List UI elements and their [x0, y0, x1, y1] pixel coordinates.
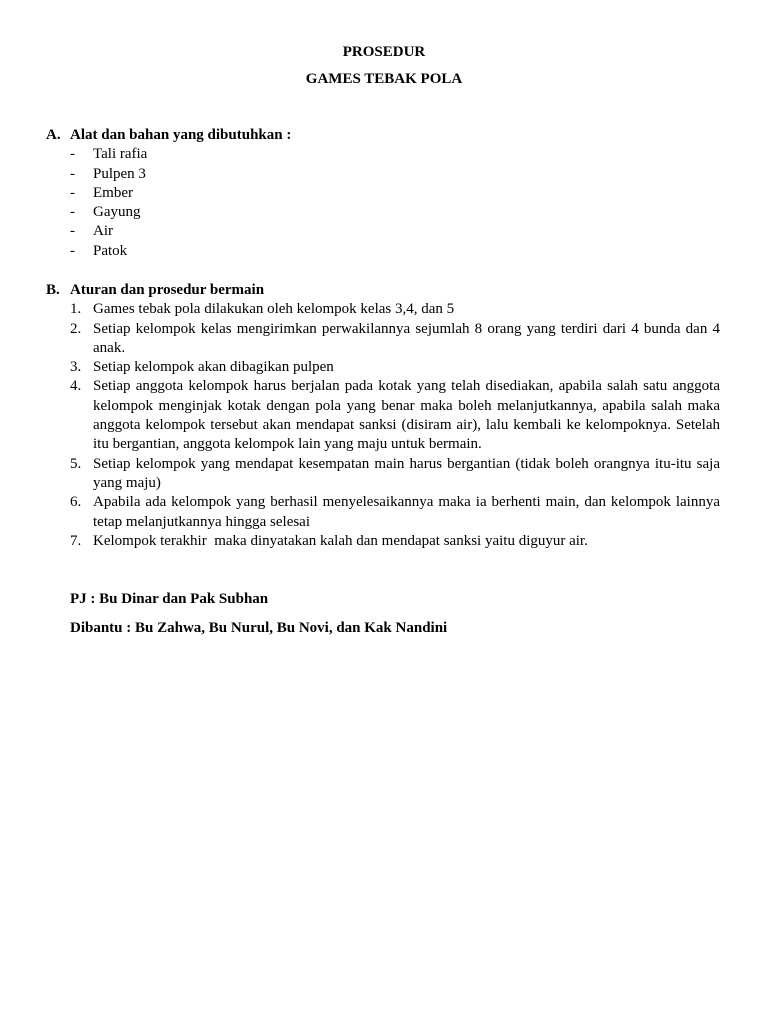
section-b-letter: B. [46, 282, 60, 298]
rule-text: Apabila ada kelompok yang berhasil menyelesaikannya maka ia berhenti main, dan kelompok lainnya tetap melanjutkannya hingga selesai [93, 494, 724, 530]
list-item [70, 203, 720, 222]
rules-list [46, 300, 724, 551]
materials-list [46, 145, 720, 261]
list-item [70, 145, 720, 164]
section-b-title: Aturan dan prosedur bermain [70, 282, 265, 298]
dash-bullet: - [70, 146, 75, 163]
section-a-heading [46, 126, 720, 145]
list-item [70, 358, 720, 377]
list-item [70, 165, 720, 184]
document-subtitle: GAMES TEBAK POLA [305, 71, 463, 87]
material-item: Pulpen 3 [93, 165, 146, 182]
rule-number: 1. [70, 301, 82, 318]
rule-number: 5. [70, 455, 82, 472]
dash-bullet: - [70, 242, 75, 259]
rule-text: Setiap kelompok akan dibagikan pulpen [93, 359, 334, 376]
rule-number: 3. [70, 359, 82, 376]
section-rules-procedure [46, 281, 724, 551]
section-tools-materials [46, 126, 720, 261]
material-item: Air [93, 223, 113, 240]
section-a-title: Alat dan bahan yang dibutuhkan : [70, 127, 292, 143]
list-item [70, 300, 720, 319]
dash-bullet: - [70, 223, 75, 240]
list-item [70, 455, 724, 494]
rule-number: 2. [70, 320, 82, 337]
material-item: Gayung [93, 204, 141, 221]
rule-text: Setiap kelompok kelas mengirimkan perwakilannya sejumlah 8 orang yang terdiri dari 4 bunda dan 4 anak. [93, 320, 724, 356]
rule-text: Setiap anggota kelompok harus berjalan pada kotak yang telah disediakan, apabila salah satu anggota kelompok menginjak kotak dengan pola yang benar maka boleh melanjutkannya, apabila salah maka anggota kelompok tersebut akan mendapat sanksi (disiram air), lalu kembali ke kelompoknya. Setelah itu bergantian, anggota kelompok lain yang maju untuk bermain. [93, 378, 724, 453]
list-item [70, 320, 724, 359]
list-item [70, 377, 724, 454]
list-item [70, 222, 720, 241]
rule-text: Games tebak pola dilakukan oleh kelompok kelas 3,4, dan 5 [93, 301, 455, 318]
dash-bullet: - [70, 184, 75, 201]
material-item: Patok [93, 242, 128, 259]
dash-bullet: - [70, 165, 75, 182]
dash-bullet: - [70, 204, 75, 221]
assistants: Dibantu : Bu Zahwa, Bu Nurul, Bu Novi, dan Kak Nandini [70, 620, 448, 636]
person-in-charge: PJ : Bu Dinar dan Pak Subhan [70, 591, 269, 607]
list-item [70, 184, 720, 203]
section-b-heading [46, 281, 720, 300]
material-item: Tali rafia [93, 146, 148, 163]
rule-number: 7. [70, 532, 82, 549]
list-item [70, 532, 720, 551]
rule-text: Kelompok terakhir maka dinyatakan kalah dan mendapat sanksi yaitu diguyur air. [93, 532, 588, 549]
list-item [70, 493, 724, 532]
rule-text: Setiap kelompok yang mendapat kesempatan main harus bergantian (tidak boleh orangnya itu-itu saja yang maju) [93, 455, 724, 491]
rule-number: 4. [70, 378, 82, 395]
rule-number: 6. [70, 494, 82, 511]
material-item: Ember [93, 184, 133, 201]
list-item [70, 242, 720, 261]
document-title: PROSEDUR [342, 44, 426, 60]
section-a-letter: A. [46, 127, 61, 143]
